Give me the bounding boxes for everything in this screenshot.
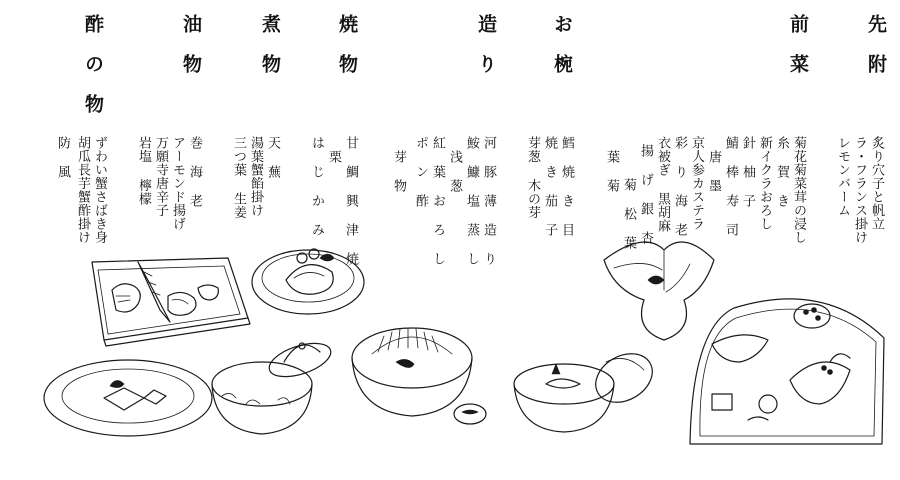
square-plate-illustration [92,258,250,346]
dish-line: 揚 げ 銀 杏 [638,144,653,245]
dish-line: 焼 き 茄 子 [542,136,557,237]
dish-line: 鯖 棒 寿 司 [723,136,738,237]
dish-line: ずわい蟹さばき身 [92,136,107,244]
dish-line: 甘 鯛 興 津 焼 [343,136,358,266]
dish-line: ポ ン 酢 [413,136,428,208]
course-title-owan: お椀 [551,14,573,94]
course-title-nimono: 煮物 [259,14,281,94]
dish-line: は じ か み [309,136,324,237]
dish-line: レモンバーム [835,136,850,217]
dish-line: 菊花菊菜茸の浸し [791,136,806,244]
dish-line: 衣被ぎ 黒胡麻 [655,136,670,233]
course-title-sunomono: 酢の物 [82,14,104,134]
course-title-zensai: 前菜 [787,14,809,94]
dish-line: ラ・フランス掛け [852,136,867,244]
course-title-sakizuke: 先附 [865,14,887,94]
dish-line: 鱈 焼 き 目 [559,136,574,237]
dish-line: 炙り穴子と帆立 [869,136,884,231]
dish-line: 彩 り 海 老 [672,136,687,237]
course-title-tsukuri: 造り [475,14,497,94]
dish-line: アーモンド揚げ [170,136,185,231]
lidded-bowl-illustration [212,337,335,434]
dish-line: 三つ葉 生姜 [231,136,246,219]
course-title-yakimono: 焼物 [336,14,358,94]
dish-line: 防 風 [55,136,70,179]
course-title-agemono: 油物 [180,14,202,94]
dish-line: 葉 菊 [604,150,619,193]
halfmoon-tray-illustration [690,299,884,444]
dish-line: 針 柚 子 [740,136,755,208]
dish-line: 巻 海 老 [187,136,202,208]
vinegar-plate-illustration [44,360,212,436]
dish-line: 京人参カステラ [689,136,704,231]
dish-line: 万願寺唐辛子 [153,136,168,217]
soup-bowl-illustration [514,344,661,432]
dish-line: 栗 [326,150,341,164]
dish-line: 菊 松 葉 [621,178,636,250]
leaf-plate-illustration [604,242,714,340]
round-dish-illustration [252,249,364,314]
dish-line: 糸 賀 き [774,136,789,208]
dish-line: 唐 墨 [706,150,721,193]
dish-line: 岩塩 檸檬 [136,136,151,206]
dish-line: 紅 葉 お ろ し [430,136,445,266]
dish-line: 河 豚 薄 造 り [481,136,496,266]
dish-line: 鮟 鱇 塩 蒸 し [464,136,479,266]
dish-line: 天 蕪 [265,136,280,179]
dish-line: 芽葱 木の芽 [525,136,540,219]
dish-line: 芽 物 [391,150,406,193]
dish-line: 湯葉蟹餡掛け [248,136,263,217]
sashimi-bowl-illustration [352,328,486,424]
dish-line: 浅 葱 [447,150,462,193]
dish-line: 新イクラおろし [757,136,772,231]
dish-line: 胡瓜長芋蟹酢掛け [75,136,90,244]
